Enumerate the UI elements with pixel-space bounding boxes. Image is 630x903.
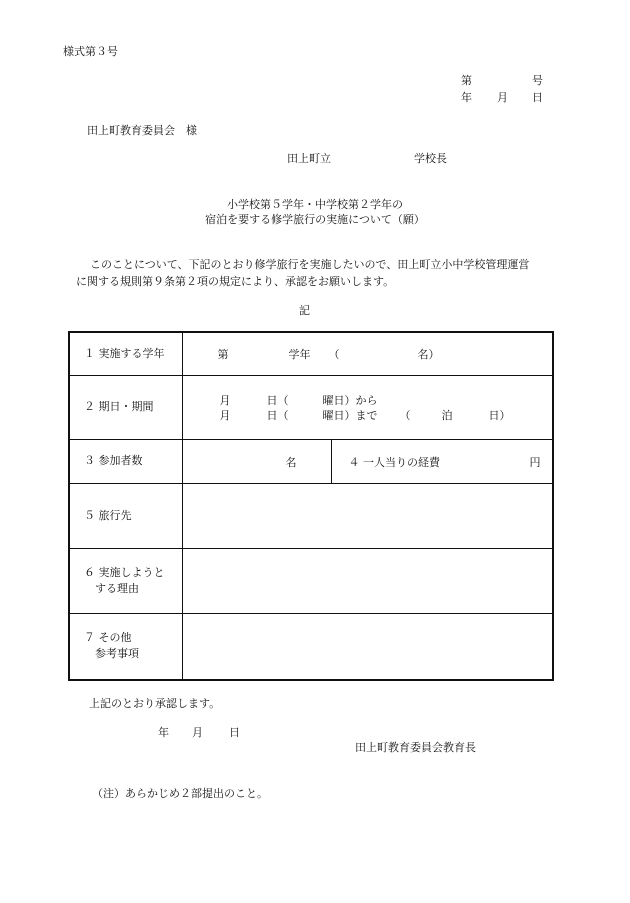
- table-row: [69, 332, 553, 375]
- addressee: 田上町教育委員会 様: [87, 124, 197, 137]
- grade-gakunen: 学年: [288, 348, 311, 361]
- reason-label: [69, 548, 182, 613]
- reason-cell: [182, 548, 553, 613]
- approval-text: 上記のとおり承認します。: [89, 697, 221, 710]
- form-number: 様式第３号: [63, 45, 118, 58]
- period-cell: [182, 375, 553, 439]
- grade-label: １ 実施する学年: [69, 332, 182, 375]
- reason-label-line1: ６ 実施しようと: [84, 565, 165, 579]
- destination-cell: [182, 483, 553, 548]
- participants-label: ３ 参加者数: [69, 439, 182, 483]
- ki-mark: 記: [299, 304, 310, 317]
- date-top-hi: 日: [532, 91, 543, 104]
- other-label-line1: ７ その他: [84, 631, 132, 645]
- participants-mei: 名: [285, 455, 297, 469]
- cost-yen: 円: [529, 455, 541, 469]
- period-l2-youbi: 曜日）まで: [322, 408, 378, 422]
- period-label: ２ 期日・期間: [69, 375, 182, 439]
- period-l2-tsuki: 月: [219, 408, 231, 422]
- sender-prefix: 田上町立: [287, 152, 331, 165]
- period-l2-paren-open: （: [399, 408, 411, 422]
- other-label-line2: 参考事項: [95, 647, 139, 661]
- form-table: [68, 331, 554, 681]
- period-l2-hi: 日（: [266, 408, 289, 422]
- period-l1-youbi: 曜日）から: [322, 393, 378, 407]
- period-l2-haku: 泊: [441, 408, 453, 422]
- table-row: [69, 548, 553, 613]
- grade-dai: 第: [217, 348, 229, 361]
- table-row: [69, 375, 553, 439]
- grade-paren-open: （: [328, 348, 340, 361]
- grade-mei: 名）: [417, 348, 440, 361]
- approval-date-nen: 年: [158, 726, 169, 739]
- other-label: [69, 613, 182, 680]
- participants-cell: [182, 439, 331, 483]
- title-line1: 小学校第５学年・中学校第２学年の: [227, 198, 403, 211]
- destination-label: ５ 旅行先: [69, 483, 182, 548]
- table-row: [69, 613, 553, 680]
- approval-signer: 田上町教育委員会教育長: [355, 741, 476, 754]
- other-cell: [182, 613, 553, 680]
- reason-label-line2: する理由: [95, 581, 139, 595]
- doc-number-dai: 第: [461, 74, 472, 87]
- body-line2: に関する規則第９条第２項の規定により、承認をお願いします。: [76, 275, 395, 288]
- period-l2-nichi: 日）: [488, 408, 511, 422]
- approval-date-hi: 日: [229, 726, 240, 739]
- title-line2: 宿泊を要する修学旅行の実施について（願）: [205, 213, 425, 226]
- body-line1: このことについて、下記のとおり修学旅行を実施したいので、田上町立小中学校管理運営: [90, 258, 530, 271]
- doc-number-go: 号: [532, 74, 543, 87]
- grade-cell: [182, 332, 553, 375]
- cost-cell: [331, 439, 553, 483]
- note: （注）あらかじめ２部提出のこと。: [92, 787, 268, 800]
- date-top-nen: 年: [461, 91, 472, 104]
- approval-date-tsuki: 月: [192, 726, 203, 739]
- cost-label: ４ 一人当りの経費: [348, 455, 440, 469]
- table-row: [69, 483, 553, 548]
- period-l1-hi: 日（: [266, 393, 289, 407]
- period-l1-tsuki: 月: [219, 393, 231, 407]
- sender-suffix: 学校長: [414, 152, 447, 165]
- table-row: [69, 439, 553, 483]
- date-top-tsuki: 月: [497, 91, 508, 104]
